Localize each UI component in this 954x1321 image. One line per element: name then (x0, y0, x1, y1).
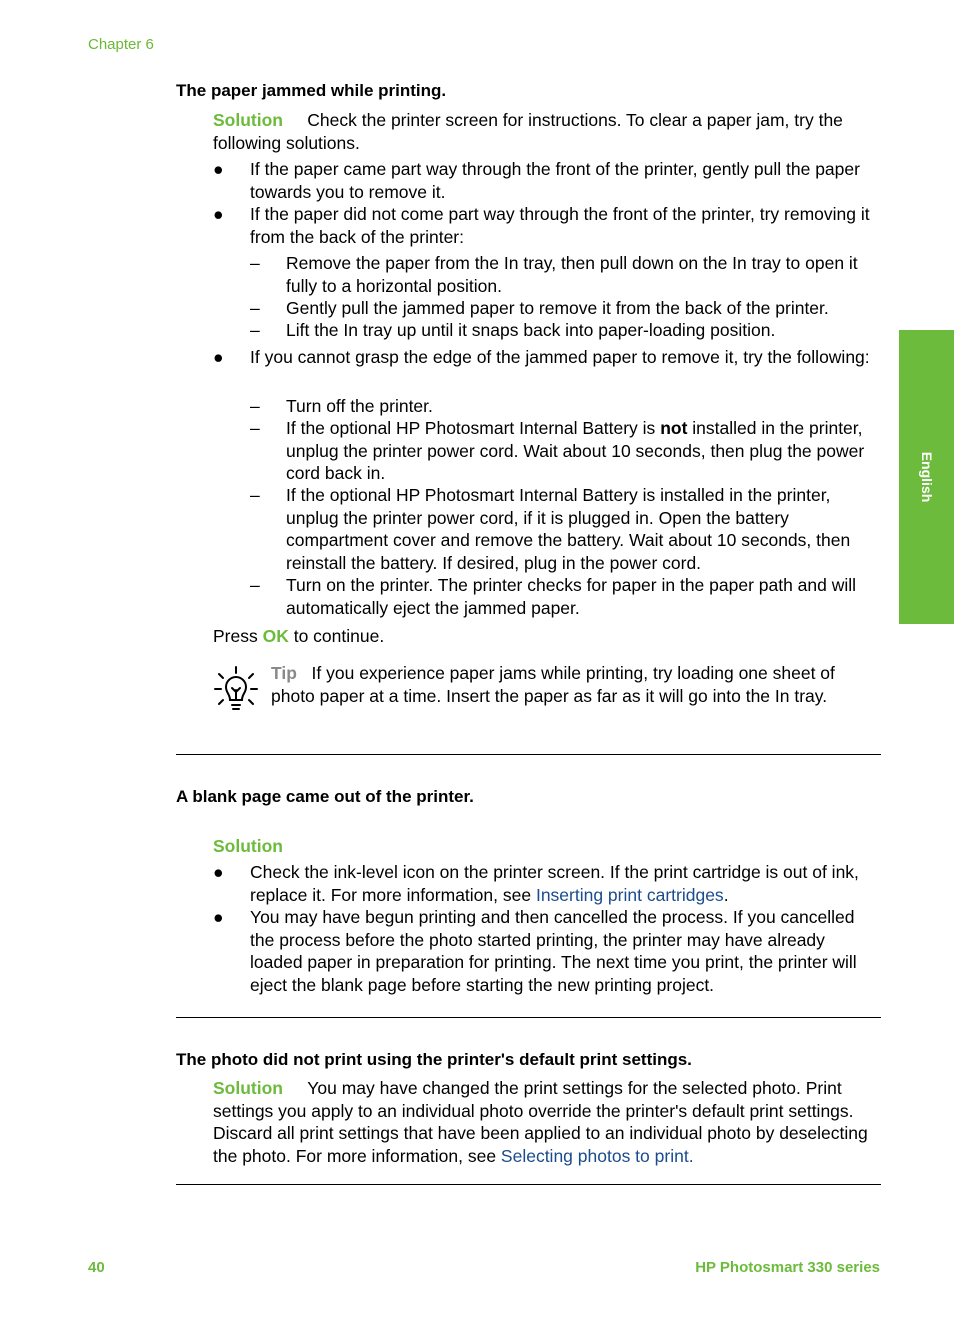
bullet-mark: ● (213, 347, 224, 367)
text-run: . (688, 1145, 694, 1166)
language-tab-label: English (918, 451, 935, 503)
text-run: installed in the printer, unplug the printer power cord. Wait about 10 seconds, then plug the power cord back in. (286, 418, 865, 483)
emphasis-not: not (660, 418, 688, 438)
press-ok-paragraph (213, 625, 881, 648)
solution-text: Check the printer screen for instructions. To clear a paper jam, try the following solutions. (213, 110, 843, 153)
section-heading-default-settings: The photo did not print using the printer's default print settings. (176, 1050, 692, 1069)
tip-label: Tip (271, 663, 297, 683)
section-heading-paper-jam: The paper jammed while printing. (176, 81, 447, 100)
text-run: Press (213, 626, 263, 646)
ok-button-label: OK (262, 626, 289, 646)
solution-paragraph (213, 109, 881, 154)
sub-list-item-text: Turn on the printer. The printer checks for paper in the paper path and will automatically eject the jammed paper. (286, 575, 857, 618)
list-item-text: You may have begun printing and then cancelled the process. If you cancelled the process before the photo started printing, the printer may have already loaded paper in preparation for printing. The next time you print, the printer will eject the blank page before starting the new printing project. (250, 907, 857, 995)
list-item-text: If the paper came part way through the front of the printer, gently pull the paper towards you to remove it. (250, 159, 860, 202)
text-run: Check the ink-level icon on the printer screen. If the print cartridge is out of ink, replace it. For more information, see (250, 862, 859, 905)
dash-mark: – (250, 485, 260, 505)
solution-label: Solution (213, 836, 283, 856)
selecting-photos-link[interactable]: Selecting photos to print (500, 1145, 689, 1166)
solution-label: Solution (213, 110, 283, 130)
sub-list-item-text: Gently pull the jammed paper to remove it from the back of the printer. (286, 298, 829, 318)
sub-list-item-text: If the optional HP Photosmart Internal Battery is installed in the printer, unplug the printer power cord, if it is plugged in. Open the battery compartment cover and remove the battery. Wait about 10 seconds, then reinstall the battery. If desired, plug in the power cord. (286, 485, 851, 573)
page-number: 40 (88, 1259, 105, 1276)
bullet-mark: ● (213, 204, 224, 224)
bullet-mark: ● (213, 159, 224, 179)
dash-mark: – (250, 418, 260, 438)
product-name: HP Photosmart 330 series (695, 1259, 880, 1276)
sub-list-item-text: Turn off the printer. (286, 396, 433, 416)
sub-list-item-text (286, 417, 880, 485)
dash-mark: – (250, 575, 260, 595)
solution-paragraph (213, 1077, 881, 1167)
sub-list-item-text: Remove the paper from the In tray, then pull down on the In tray to open it fully to a horizontal position. (286, 253, 858, 296)
dash-mark: – (250, 396, 260, 416)
bullet-mark: ● (213, 862, 224, 882)
lightbulb-icon (213, 664, 259, 714)
section-divider (176, 1184, 881, 1185)
text-run: . (723, 884, 729, 905)
list-item-text: If the paper did not come part way through the front of the printer, try removing it from the back of the printer: (250, 204, 870, 247)
section-divider (176, 1017, 881, 1018)
solution-label: Solution (213, 1078, 283, 1098)
text-run: You may have changed the print settings for the selected photo. Print settings you apply to an individual photo override the printer's default print settings. Discard all print settings that have been applied to an individual photo by deselecting the photo. For more information, see (213, 1078, 868, 1166)
dash-mark: – (250, 253, 260, 273)
text-run: to continue. (288, 626, 385, 646)
chapter-label: Chapter 6 (88, 36, 154, 53)
solution-paragraph (213, 835, 881, 858)
dash-mark: – (250, 320, 260, 340)
list-item-text: If you cannot grasp the edge of the jammed paper to remove it, try the following: (250, 347, 870, 367)
tip-paragraph (271, 662, 879, 707)
list-item-text (250, 861, 878, 906)
section-divider (176, 754, 881, 755)
language-tab (899, 330, 954, 624)
inserting-cartridges-link[interactable]: Inserting print cartridges (535, 884, 724, 905)
sub-list-item-text: Lift the In tray up until it snaps back into paper-loading position. (286, 320, 776, 340)
tip-text: If you experience paper jams while printing, try loading one sheet of photo paper at a time. Insert the paper as far as it will go into the In tray. (271, 663, 835, 706)
dash-mark: – (250, 298, 260, 318)
text-run: If the optional HP Photosmart Internal Battery is (286, 418, 661, 438)
bullet-mark: ● (213, 907, 224, 927)
section-heading-blank-page: A blank page came out of the printer. (176, 787, 474, 806)
